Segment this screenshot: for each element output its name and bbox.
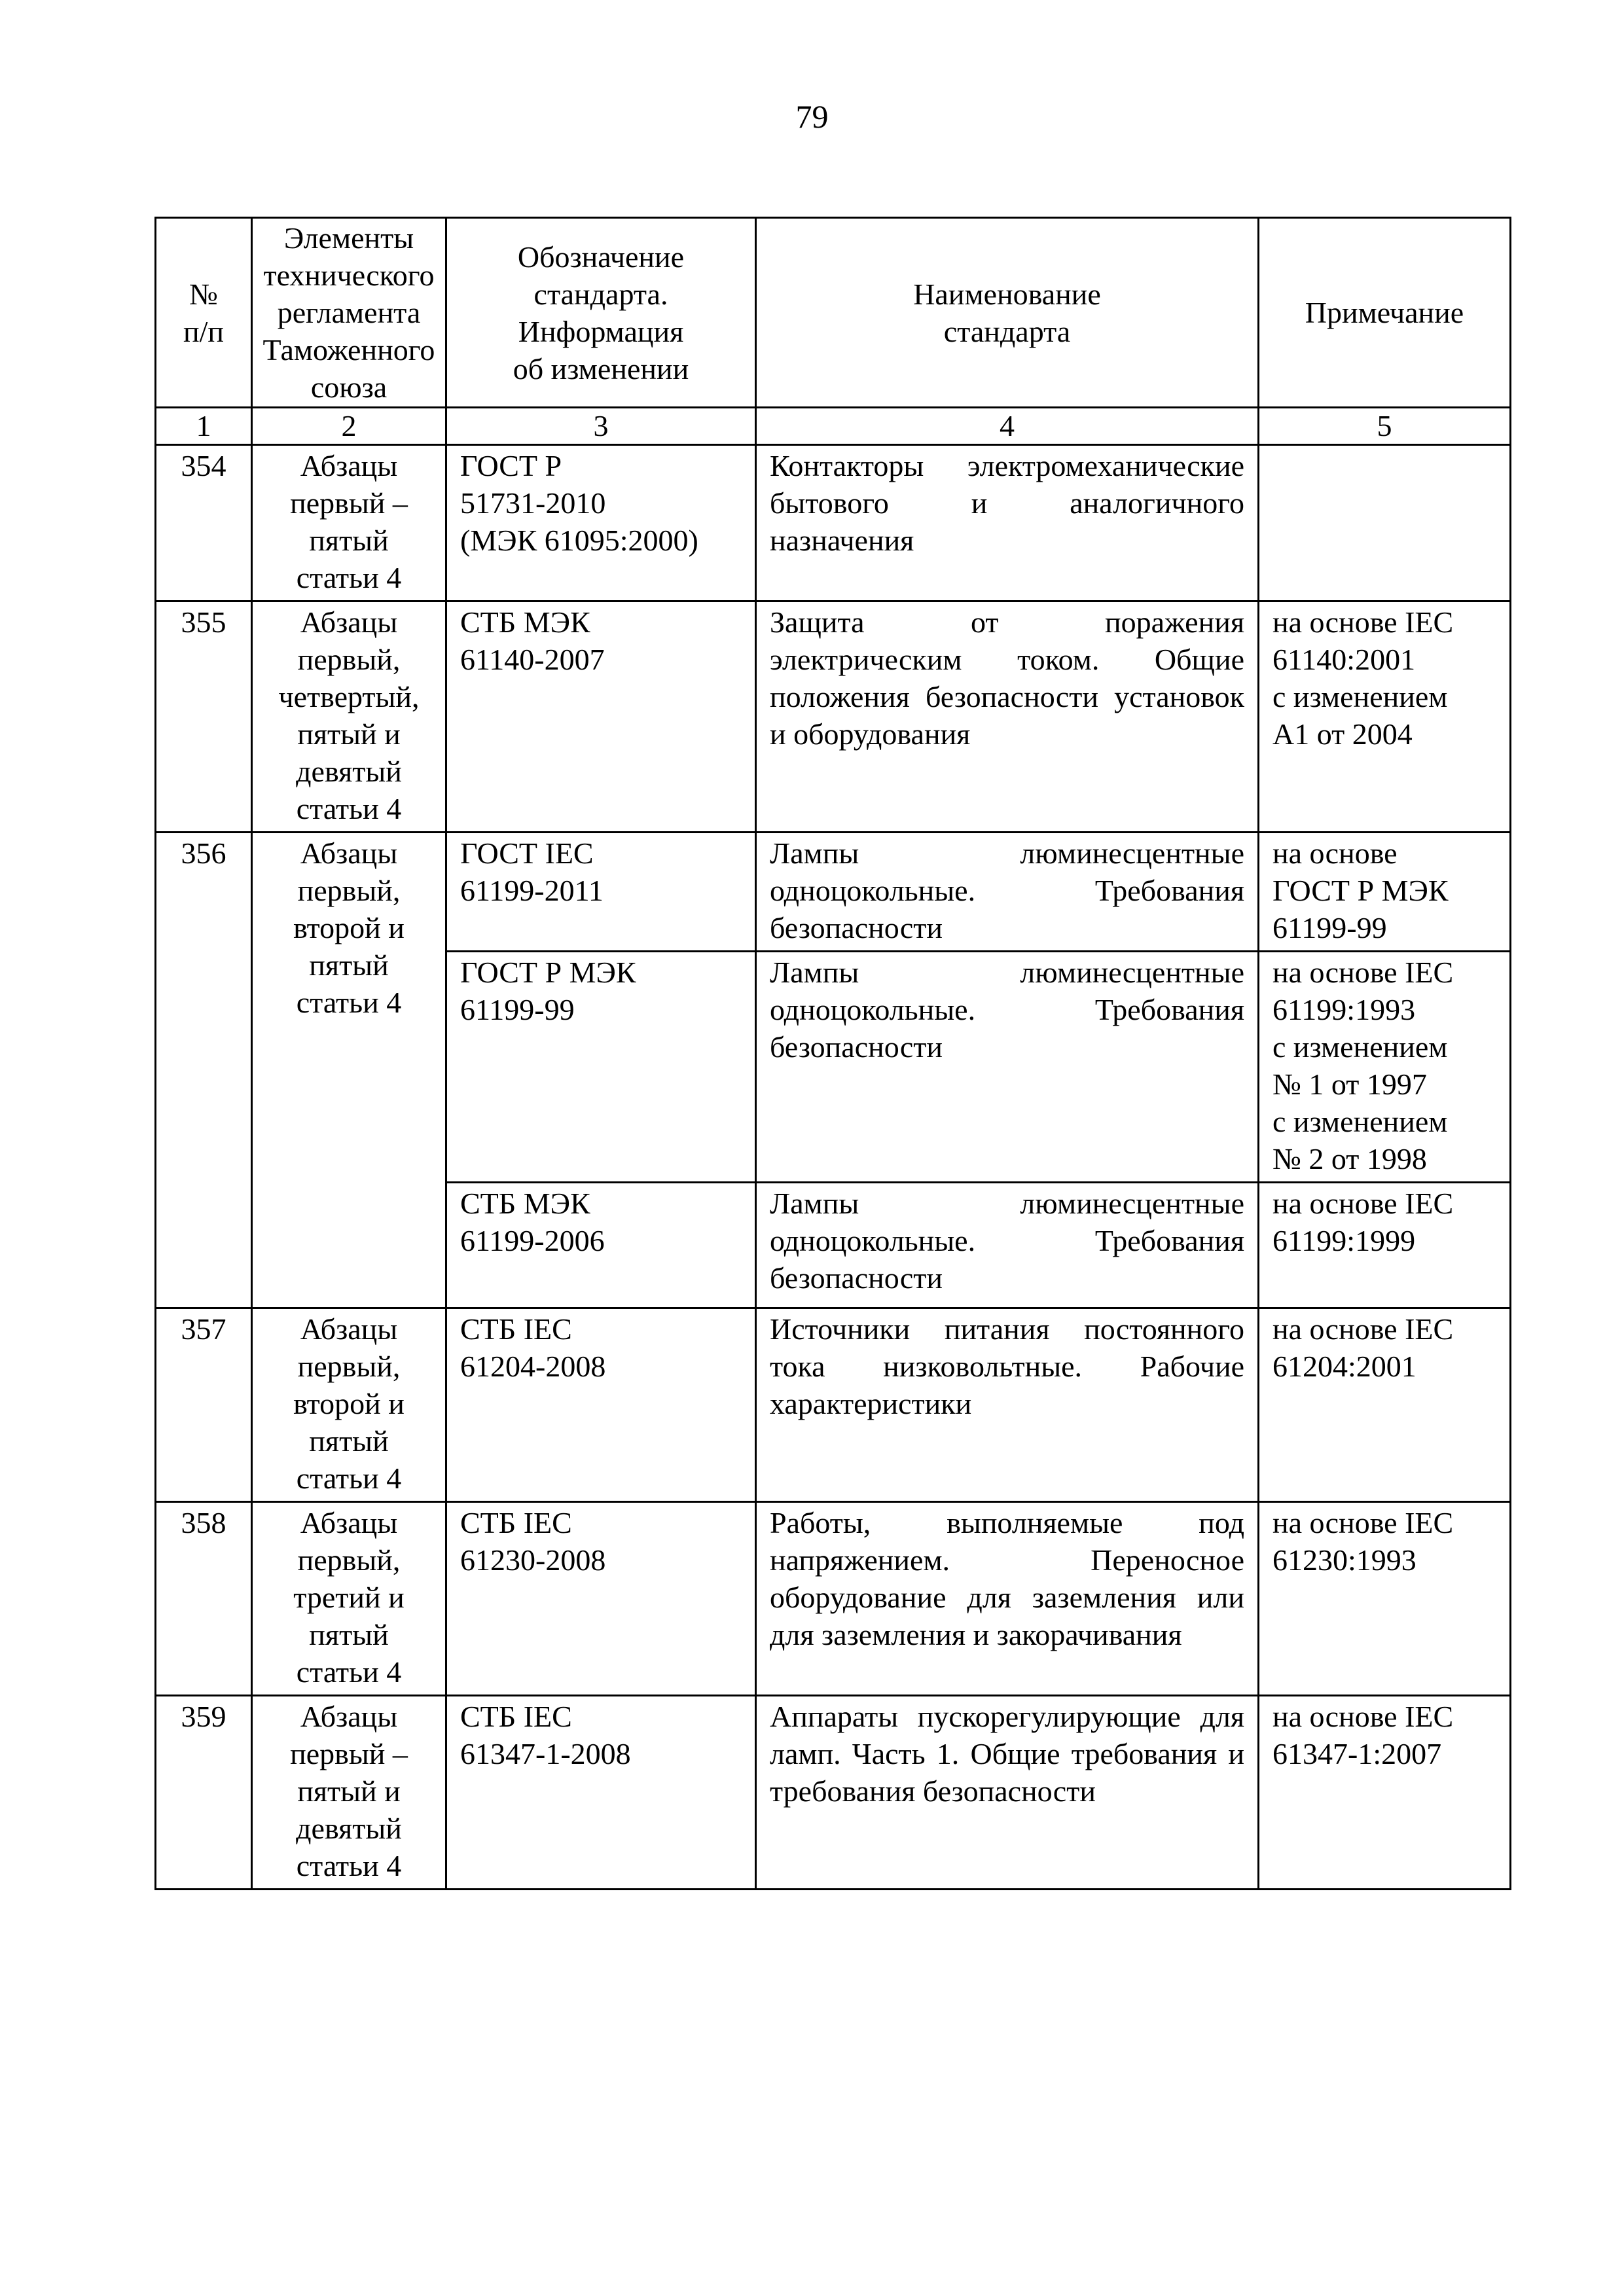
text-line: на основе IEC — [1272, 956, 1454, 989]
text-line: СТБ МЭК — [460, 605, 590, 639]
standard-note — [1259, 952, 1511, 1183]
text-line: 61199-2006 — [460, 1224, 605, 1257]
table-row — [156, 833, 1511, 952]
text-line: СТБ IEC — [460, 1700, 572, 1733]
text-line: четвертый, — [278, 680, 420, 713]
text-line: Абзацы — [300, 1506, 398, 1539]
table-body — [156, 445, 1511, 1890]
text-line: пятый — [309, 524, 389, 557]
table-row — [156, 445, 1511, 601]
text-line: 61347-1:2007 — [1272, 1737, 1442, 1770]
text-line: (МЭК 61095:2000) — [460, 524, 698, 557]
header-note — [1259, 218, 1511, 408]
text-line: на основе IEC — [1272, 1187, 1454, 1220]
standard-name: Защита от поражения электрическим током. Общие положения безопасности установок и оборудования — [756, 601, 1259, 833]
text-line: статьи 4 — [296, 986, 402, 1019]
text-line: ГОСТ Р МЭК — [1272, 874, 1449, 907]
text-line: с изменением — [1272, 680, 1448, 713]
standard-designation — [446, 445, 756, 601]
text-line: об изменении — [513, 351, 689, 386]
text-line: 61204-2008 — [460, 1350, 606, 1383]
text-line: с изменением — [1272, 1105, 1448, 1138]
standard-name: Аппараты пускорегулирующие для ламп. Часть 1. Общие требования и требования безопасности — [756, 1696, 1259, 1890]
text-line: первый, — [297, 1350, 401, 1383]
text-line: ГОСТ Р МЭК — [460, 956, 636, 989]
text-line: стандарта — [943, 314, 1071, 348]
standard-name: Контакторы электромеханические бытового и аналогичного назначения — [756, 445, 1259, 601]
row-number: 359 — [156, 1696, 252, 1890]
text-line: пятый и — [297, 1774, 401, 1808]
row-number: 354 — [156, 445, 252, 601]
text-line: союза — [310, 370, 388, 404]
standard-designation — [446, 1502, 756, 1696]
text-line: статьи 4 — [296, 561, 402, 594]
table-row — [156, 1696, 1511, 1890]
standards-table — [154, 217, 1511, 1890]
standard-name: Лампы люминесцентные одноцокольные. Требования безопасности — [756, 952, 1259, 1183]
text-line: 61347-1-2008 — [460, 1737, 631, 1770]
regulation-elements — [252, 601, 446, 833]
text-line: первый – — [290, 1737, 408, 1770]
column-index-cell: 4 — [756, 408, 1259, 445]
text-line: первый, — [297, 874, 401, 907]
text-line: третий и — [293, 1581, 405, 1614]
row-number: 357 — [156, 1308, 252, 1502]
text-line: пятый — [309, 1618, 389, 1651]
text-line: А1 от 2004 — [1272, 717, 1413, 751]
text-line: 61230:1993 — [1272, 1543, 1416, 1577]
text-line: Абзацы — [300, 836, 398, 870]
standard-note — [1259, 1502, 1511, 1696]
text-line: 51731-2010 — [460, 486, 606, 520]
table-header — [156, 218, 1511, 445]
row-number: 356 — [156, 833, 252, 1308]
text-line: на основе IEC — [1272, 1312, 1454, 1346]
text-line: 61204:2001 — [1272, 1350, 1416, 1383]
text-line: СТБ IEC — [460, 1312, 572, 1346]
text-line: ГОСТ Р — [460, 449, 562, 482]
standard-note — [1259, 445, 1511, 601]
text-line: первый – — [290, 486, 408, 520]
standard-designation — [446, 833, 756, 952]
text-line: 61199:1993 — [1272, 993, 1416, 1026]
standard-designation — [446, 1308, 756, 1502]
text-line: СТБ IEC — [460, 1506, 572, 1539]
regulation-elements — [252, 445, 446, 601]
text-line: 61230-2008 — [460, 1543, 606, 1577]
column-index-cell: 5 — [1259, 408, 1511, 445]
text-line: пятый и — [297, 717, 401, 751]
text-line: 61199:1999 — [1272, 1224, 1416, 1257]
standard-designation — [446, 1696, 756, 1890]
row-number: 358 — [156, 1502, 252, 1696]
text-line: 61140:2001 — [1272, 643, 1416, 676]
text-line: с изменением — [1272, 1030, 1448, 1064]
text-line: стандарта. — [533, 277, 668, 311]
page-number: 79 — [795, 98, 829, 135]
text-line: Таможенного — [262, 333, 435, 367]
text-line: Примечание — [1305, 296, 1464, 329]
standard-designation — [446, 952, 756, 1183]
text-line: Элементы — [283, 221, 414, 255]
text-line: № 2 от 1998 — [1272, 1142, 1427, 1175]
regulation-elements — [252, 1308, 446, 1502]
header-designation — [446, 218, 756, 408]
text-line: девятый — [296, 755, 402, 788]
text-line: регламента — [277, 296, 421, 329]
text-line: первый, — [297, 1543, 401, 1577]
text-line: Наименование — [913, 277, 1101, 311]
standard-designation — [446, 601, 756, 833]
standard-note — [1259, 601, 1511, 833]
column-index-cell: 1 — [156, 408, 252, 445]
header-number — [156, 218, 252, 408]
row-number: 355 — [156, 601, 252, 833]
text-line: на основе IEC — [1272, 605, 1454, 639]
text-line: 61140-2007 — [460, 643, 605, 676]
column-index-row — [156, 408, 1511, 445]
text-line: статьи 4 — [296, 1849, 402, 1882]
text-line: Обозначение — [517, 240, 685, 274]
text-line: на основе — [1272, 836, 1398, 870]
table-row — [156, 1502, 1511, 1696]
column-index-cell: 3 — [446, 408, 756, 445]
text-line: девятый — [296, 1812, 402, 1845]
standard-note — [1259, 833, 1511, 952]
standard-designation — [446, 1183, 756, 1308]
text-line: пятый — [309, 1424, 389, 1458]
header-row — [156, 218, 1511, 408]
text-line: пятый — [309, 948, 389, 982]
text-line: ГОСТ IEC — [460, 836, 594, 870]
text-line: технического — [263, 259, 435, 292]
text-line: № 1 от 1997 — [1272, 1067, 1427, 1101]
text-line: второй и — [293, 911, 405, 944]
standard-note — [1259, 1183, 1511, 1308]
table-row — [156, 601, 1511, 833]
text-line: статьи 4 — [296, 1462, 402, 1495]
regulation-elements — [252, 1502, 446, 1696]
standard-name: Источники питания постоянного тока низковольтные. Рабочие характеристики — [756, 1308, 1259, 1502]
standard-name: Лампы люминесцентные одноцокольные. Требования безопасности — [756, 833, 1259, 952]
text-line: Абзацы — [300, 449, 398, 482]
text-line: первый, — [297, 643, 401, 676]
regulation-elements — [252, 1696, 446, 1890]
text-line: на основе IEC — [1272, 1700, 1454, 1733]
column-index-cell: 2 — [252, 408, 446, 445]
regulation-elements — [252, 833, 446, 1308]
text-line: Информация — [518, 314, 684, 348]
text-line: п/п — [183, 314, 224, 348]
text-line: 61199-2011 — [460, 874, 604, 907]
header-name — [756, 218, 1259, 408]
standard-note — [1259, 1696, 1511, 1890]
header-elements — [252, 218, 446, 408]
text-line: Абзацы — [300, 1700, 398, 1733]
standard-name: Лампы люминесцентные одноцокольные. Требования безопасности — [756, 1183, 1259, 1308]
standard-note — [1259, 1308, 1511, 1502]
text-line: на основе IEC — [1272, 1506, 1454, 1539]
text-line: Абзацы — [300, 1312, 398, 1346]
table-row — [156, 1308, 1511, 1502]
text-line: 61199-99 — [1272, 911, 1387, 944]
text-line: № — [189, 277, 218, 311]
text-line: СТБ МЭК — [460, 1187, 590, 1220]
text-line: второй и — [293, 1387, 405, 1420]
standard-name: Работы, выполняемые под напряжением. Переносное оборудование для заземления или для заземления и закорачивания — [756, 1502, 1259, 1696]
text-line: статьи 4 — [296, 1655, 402, 1689]
text-line: Абзацы — [300, 605, 398, 639]
text-line: статьи 4 — [296, 792, 402, 825]
text-line: 61199-99 — [460, 993, 575, 1026]
